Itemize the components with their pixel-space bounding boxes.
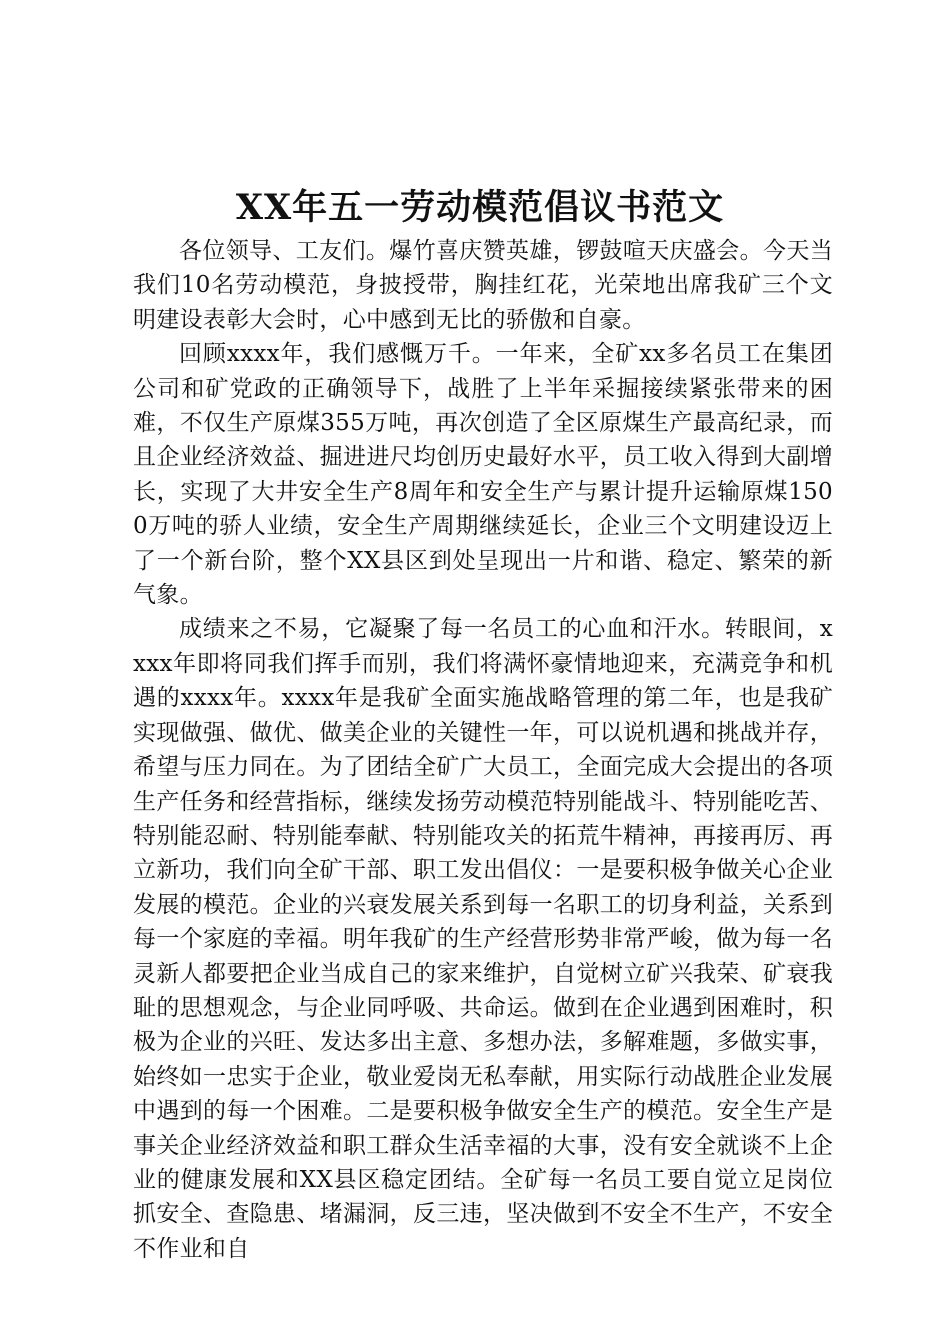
document-body: [133, 234, 833, 1266]
paragraph-proposal: 成绩来之不易，它凝聚了每一名员工的心血和汗水。转眼间，xxxx年即将同我们挥手而别，我们将满怀豪情地迎来，充满竞争和机遇的xxxx年。xxxx年是我矿全面实施战略管理的第二年，也是我矿实现做强、做优、做美企业的关键性一年，可以说机遇和挑战并存，希望与压力同在。为了团结全矿广大员工，全面完成大会提出的各项生产任务和经营指标，继续发扬劳动模范特别能战斗、特别能吃苦、特别能忍耐、特别能奉献、特别能攻关的拓荒牛精神，再接再厉、再立新功，我们向全矿干部、职工发出倡仪：一是要积极争做关心企业发展的模范。企业的兴衰发展关系到每一名职工的切身利益，关系到每一个家庭的幸福。明年我矿的生产经营形势非常严峻，做为每一名灵新人都要把企业当成自己的家来维护，自觉树立矿兴我荣、矿衰我耻的思想观念，与企业同呼吸、共命运。做到在企业遇到困难时，积极为企业的兴旺、发达多出主意、多想办法，多解难题，多做实事，始终如一忠实于企业，敬业爱岗无私奉献，用实际行动战胜企业发展中遇到的每一个困难。二是要积极争做安全生产的模范。安全生产是事关企业经济效益和职工群众生活幸福的大事，没有安全就谈不上企业的健康发展和XX县区稳定团结。全矿每一名员工要自觉立足岗位抓安全、查隐患、堵漏洞，反三违，坚决做到不安全不生产，不安全不作业和自: [133, 616, 833, 1262]
paragraph-review: 回顾xxxx年，我们感慨万千。一年来，全矿xx多名员工在集团公司和矿党政的正确领导下，战胜了上半年采掘接续紧张带来的困难，不仅生产原煤355万吨，再次创造了全区原煤生产最高纪录，而且企业经济效益、掘进进尺均创历史最好水平，员工收入得到大副增长，实现了大井安全生产8周年和安全生产与累计提升运输原煤1500万吨的骄人业绩，安全生产周期继续延长，企业三个文明建设迈上了一个新台阶，整个XX县区到处呈现出一片和谐、稳定、繁荣的新气象。: [133, 341, 833, 609]
paragraph-greeting: 各位领导、工友们。爆竹喜庆赞英雄，锣鼓喧天庆盛会。今天当我们10名劳动模范，身披授带，胸挂红花，光荣地出席我矿三个文明建设表彰大会时，心中感到无比的骄傲和自豪。: [133, 238, 833, 333]
document-title: XX年五一劳动模范倡议书范文: [235, 187, 725, 228]
